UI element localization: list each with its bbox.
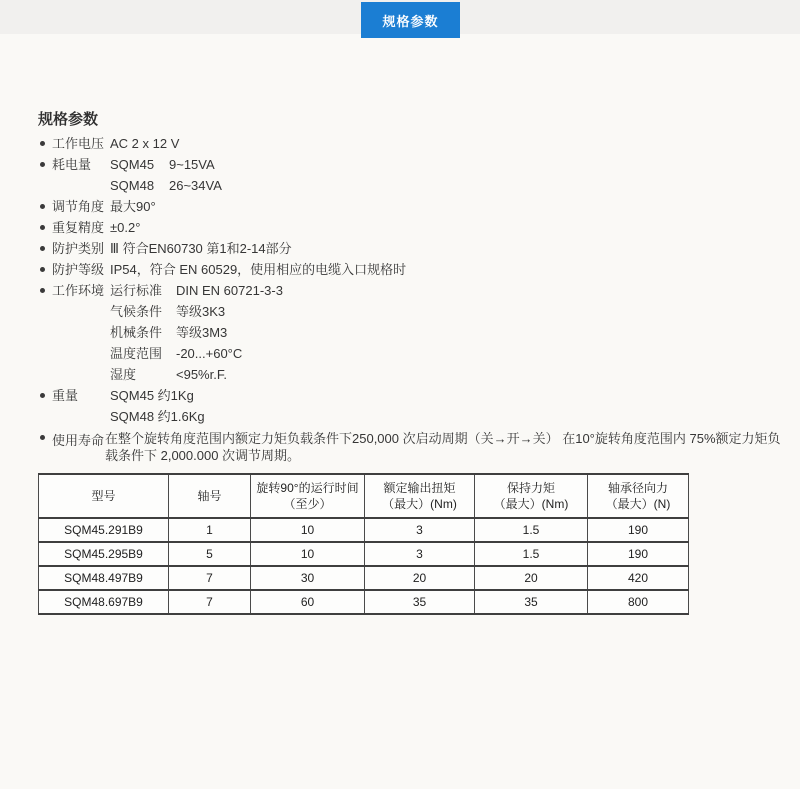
table-row xyxy=(39,518,689,542)
table-cell: 20 xyxy=(475,566,588,590)
tab-specifications[interactable]: 规格参数 xyxy=(361,2,460,38)
table-cell: 3 xyxy=(365,542,475,566)
spec-subrow xyxy=(110,175,782,196)
table-cell: 190 xyxy=(588,542,689,566)
spec-label: 工作电压 xyxy=(52,136,105,151)
header-line: 额定输出扭矩 xyxy=(383,481,456,495)
bullet-icon xyxy=(40,267,45,272)
table-header-model xyxy=(39,474,169,518)
spec-row-precision xyxy=(38,217,782,238)
spec-row-protection-class xyxy=(38,238,782,259)
model-cell: SQM45.295B9 xyxy=(39,542,169,566)
spec-label: 使用寿命 xyxy=(52,433,105,448)
header-line: 旋转90°的运行时间 xyxy=(256,481,359,495)
spec-value: IP54，符合 EN 60529，使用相应的电缆入口规格时 xyxy=(110,262,407,277)
table-header-torque xyxy=(365,474,475,518)
table-cell: 5 xyxy=(169,542,251,566)
table-header-row xyxy=(39,474,689,518)
spec-label: 防护等级 xyxy=(52,262,105,277)
spec-value: 在整个旋转角度范围内额定力矩负载条件下250,000 次启动周期（关→开→关） 在10°旋转角度范围内 75%额定力矩负载条件下 2,000.000 次调节周期。 xyxy=(105,431,781,463)
spec-subkey: 气候条件 xyxy=(110,304,163,319)
table-row xyxy=(39,542,689,566)
spec-row-voltage xyxy=(38,133,782,154)
table-header-runtime xyxy=(251,474,365,518)
spec-subkey: 机械条件 xyxy=(110,325,163,340)
model-cell: SQM48.497B9 xyxy=(39,566,169,590)
spec-row-weight xyxy=(38,385,782,427)
table-cell: 10 xyxy=(251,542,365,566)
spec-label: 耗电量 xyxy=(52,157,92,172)
spec-row-protection-rating xyxy=(38,259,782,280)
table-cell: 800 xyxy=(588,590,689,614)
spec-subvalue: SQM48 约1.6Kg xyxy=(110,409,205,424)
spec-table xyxy=(38,473,689,615)
table-cell: 10 xyxy=(251,518,365,542)
header-line: （最大）(N) xyxy=(605,497,671,511)
spec-subkey: SQM45 xyxy=(110,157,155,172)
header-line: （最大）(Nm) xyxy=(493,497,569,511)
table-cell: 60 xyxy=(251,590,365,614)
spec-value: ±0.2° xyxy=(110,220,141,235)
bullet-icon xyxy=(40,225,45,230)
header-line: 保持力矩 xyxy=(506,481,555,495)
spec-subvalue: 9~15VA xyxy=(169,157,215,172)
specifications-section xyxy=(38,110,782,615)
table-cell: 420 xyxy=(588,566,689,590)
spec-label: 调节角度 xyxy=(52,199,105,214)
spec-row-environment xyxy=(38,280,782,385)
bullet-icon xyxy=(40,288,45,293)
section-title: 规格参数 xyxy=(38,111,99,128)
spec-subrow xyxy=(110,343,782,364)
spec-value: 最大90° xyxy=(110,199,156,214)
table-cell: 1.5 xyxy=(475,518,588,542)
spec-value: Ⅲ 符合EN60730 第1和2-14部分 xyxy=(110,241,292,256)
spec-subvalue: SQM45 约1Kg xyxy=(110,388,194,403)
spec-subkey: 温度范围 xyxy=(110,346,163,361)
header-line: 轴承径向力 xyxy=(607,481,668,495)
spec-row-lifetime xyxy=(38,427,782,464)
bullet-icon xyxy=(40,435,45,440)
spec-label: 防护类别 xyxy=(52,241,105,256)
header-line: 型号 xyxy=(91,489,116,503)
spec-list xyxy=(38,133,782,464)
bullet-icon xyxy=(40,246,45,251)
model-cell: SQM48.697B9 xyxy=(39,590,169,614)
table-cell: 35 xyxy=(475,590,588,614)
spec-subvalue: DIN EN 60721-3-3 xyxy=(176,283,283,298)
model-cell: SQM45.291B9 xyxy=(39,518,169,542)
spec-subvalue: <95%r.F. xyxy=(176,367,227,382)
spec-label: 工作环境 xyxy=(52,283,105,298)
table-cell: 20 xyxy=(365,566,475,590)
table-row xyxy=(39,566,689,590)
table-cell: 3 xyxy=(365,518,475,542)
spec-label: 重量 xyxy=(52,388,79,403)
table-cell: 1.5 xyxy=(475,542,588,566)
spec-subvalue: 26~34VA xyxy=(169,178,222,193)
spec-subrow xyxy=(110,322,782,343)
bullet-icon xyxy=(40,393,45,398)
spec-subrow xyxy=(110,154,782,175)
header-line: （至少） xyxy=(283,497,332,511)
table-header-axis xyxy=(169,474,251,518)
table-cell: 30 xyxy=(251,566,365,590)
spec-subkey: 运行标准 xyxy=(110,283,163,298)
spec-subvalue: -20...+60°C xyxy=(176,346,243,361)
spec-subvalue: 等级3M3 xyxy=(176,325,228,340)
table-row xyxy=(39,590,689,614)
table-cell: 1 xyxy=(169,518,251,542)
spec-value-group xyxy=(110,154,782,196)
table-cell: 35 xyxy=(365,590,475,614)
spec-label: 重复精度 xyxy=(52,220,105,235)
table-header-holding xyxy=(475,474,588,518)
spec-row-power xyxy=(38,154,782,196)
spec-value-group xyxy=(110,385,782,427)
spec-value: AC 2 x 12 V xyxy=(110,136,180,151)
spec-subkey: SQM48 xyxy=(110,178,155,193)
spec-row-angle xyxy=(38,196,782,217)
table-header-radial-force xyxy=(588,474,689,518)
spec-subrow xyxy=(110,364,782,385)
bullet-icon xyxy=(40,141,45,146)
spec-subkey: 湿度 xyxy=(110,367,137,382)
table-cell: 7 xyxy=(169,590,251,614)
bullet-icon xyxy=(40,204,45,209)
spec-subrow xyxy=(110,280,782,301)
table-cell: 7 xyxy=(169,566,251,590)
spec-subvalue: 等级3K3 xyxy=(176,304,226,319)
header-line: 轴号 xyxy=(197,489,222,503)
spec-value-group xyxy=(110,280,782,385)
bullet-icon xyxy=(40,162,45,167)
header-line: （最大）(Nm) xyxy=(382,497,457,511)
spec-subrow xyxy=(110,301,782,322)
table-cell: 190 xyxy=(588,518,689,542)
